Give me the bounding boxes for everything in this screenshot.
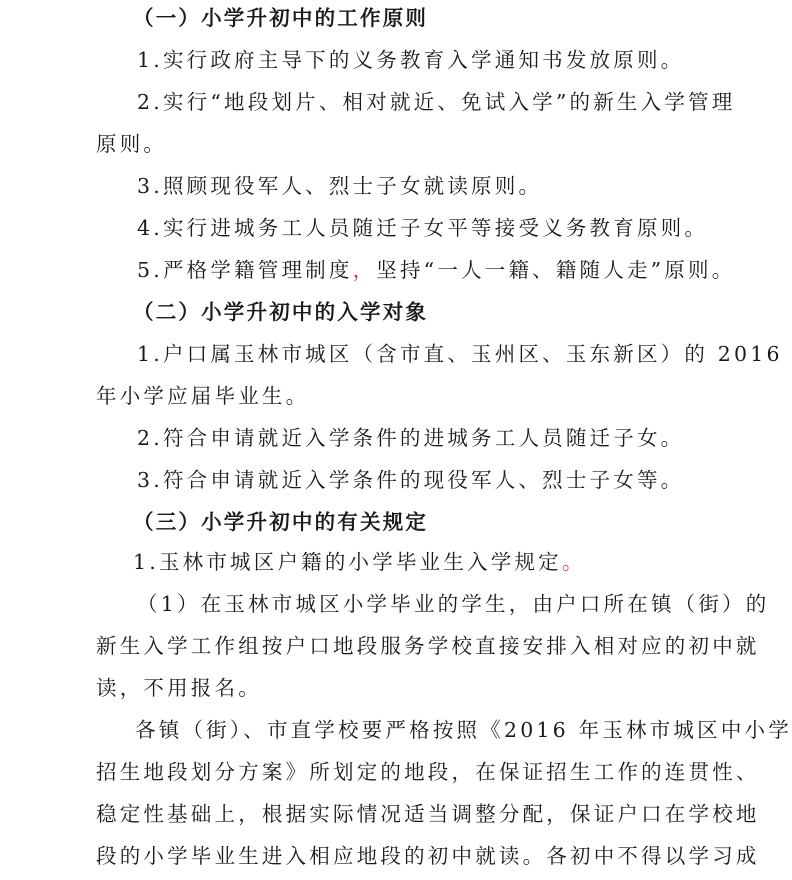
section1-item-3: 3.照顾现役军人、烈士子女就读原则。 xyxy=(137,174,543,198)
section2-item-2: 2.符合申请就近入学条件的进城务工人员随迁子女。 xyxy=(137,426,685,450)
section3-item-1-text: 1.玉林市城区户籍的小学毕业生入学规定 xyxy=(133,550,562,574)
section1-item-5-part-b: 坚持“一人一籍、籍随人走”原则。 xyxy=(376,258,736,282)
section-heading-2: （二）小学升初中的入学对象 xyxy=(133,300,429,324)
section1-item-2-line-1: 2.实行“地段划片、相对就近、免试入学”的新生入学管理 xyxy=(137,90,736,114)
section-heading-1: （一）小学升初中的工作原则 xyxy=(133,6,429,30)
section1-item-1: 1.实行政府主导下的义务教育入学通知书发放原则。 xyxy=(137,48,685,72)
section1-item-5 xyxy=(137,256,735,284)
section-heading-3: （三）小学升初中的有关规定 xyxy=(133,510,429,534)
section2-item-1-line-2: 年小学应届毕业生。 xyxy=(96,384,310,408)
section1-item-5-comma: ， xyxy=(352,258,377,282)
section3-paragraph-line-3: 稳定性基础上，根据实际情况适当调整分配，保证户口在学校地 xyxy=(96,802,760,826)
section3-paragraph-line-4: 段的小学毕业生进入相应地段的初中就读。各初中不得以学习成 xyxy=(96,844,760,868)
section1-item-5-part-a: 5.严格学籍管理制度 xyxy=(137,258,353,282)
section3-sub-1-line-2: 新生入学工作组按户口地段服务学校直接安排入相对应的初中就 xyxy=(96,634,760,658)
section2-item-3: 3.符合申请就近入学条件的现役军人、烈士子女等。 xyxy=(137,468,685,492)
section3-sub-1-line-3: 读，不用报名。 xyxy=(96,676,262,700)
section3-paragraph-line-2: 招生地段划分方案》所划定的地段，在保证招生工作的连贯性、 xyxy=(96,760,760,784)
section3-paragraph-line-1: 各镇（街）、市直学校要严格按照《2016 年玉林市城区中小学 xyxy=(135,718,792,742)
section1-item-2-line-2: 原则。 xyxy=(96,132,168,156)
section3-item-1-end: 。 xyxy=(561,550,586,574)
section3-sub-1-line-1: （1）在玉林市城区小学毕业的学生，由户口所在镇（街）的 xyxy=(137,592,770,616)
section1-item-4: 4.实行进城务工人员随迁子女平等接受义务教育原则。 xyxy=(137,216,709,240)
section3-item-1 xyxy=(133,548,586,576)
section2-item-1-line-1: 1.户口属玉林市城区（含市直、玉州区、玉东新区）的 2016 xyxy=(137,342,783,366)
